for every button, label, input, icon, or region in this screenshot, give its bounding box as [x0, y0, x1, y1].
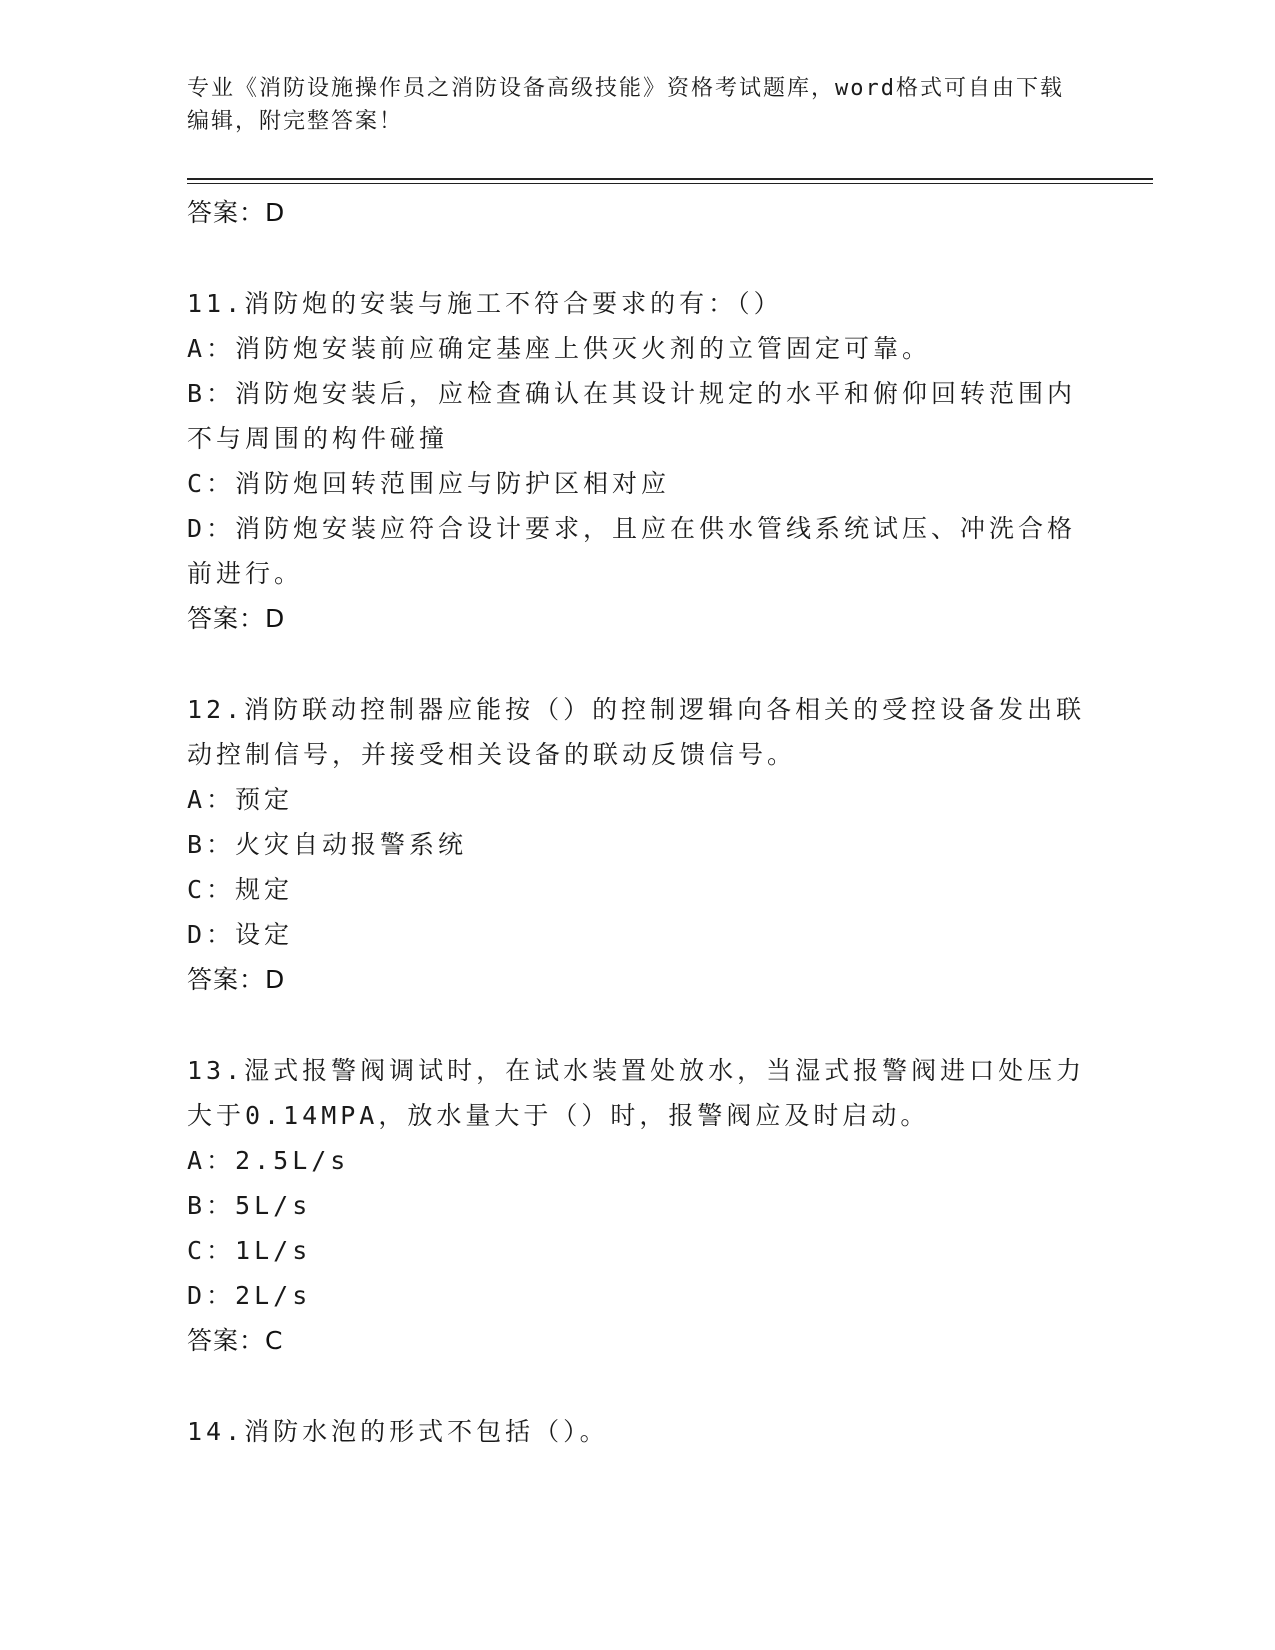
question-11: [187, 281, 1087, 641]
header-divider-thin: [187, 183, 1153, 184]
question-14: [187, 1409, 1087, 1454]
option-c: C：1L/s: [187, 1236, 312, 1265]
document-body: [187, 190, 1087, 1454]
answer-line: 答案：C: [187, 1326, 284, 1355]
option-b: B：火灾自动报警系统: [187, 830, 468, 859]
question-stem: 13.湿式报警阀调试时，在试水装置处放水，当湿式报警阀进口处压力大于0.14MPA，放水量大于（）时，报警阀应及时启动。: [187, 1056, 1086, 1130]
option-a: A：预定: [187, 785, 294, 814]
option-c: C：规定: [187, 875, 294, 904]
option-d: D：设定: [187, 920, 294, 949]
option-d: D：2L/s: [187, 1281, 312, 1310]
answer-line: 答案：D: [187, 965, 286, 994]
question-stem: 12.消防联动控制器应能按（）的控制逻辑向各相关的受控设备发出联动控制信号，并接受相关设备的联动反馈信号。: [187, 695, 1086, 769]
answer-line: 答案：D: [187, 604, 286, 633]
answer-line: 答案：D: [187, 198, 286, 227]
question-12: [187, 687, 1087, 1002]
question-stem: 11.消防炮的安装与施工不符合要求的有：（）: [187, 289, 783, 318]
option-a: A：2.5L/s: [187, 1146, 350, 1175]
option-a: A：消防炮安装前应确定基座上供灭火剂的立管固定可靠。: [187, 334, 932, 363]
option-b: B：消防炮安装后，应检查确认在其设计规定的水平和俯仰回转范围内不与周围的构件碰撞: [187, 379, 1077, 453]
document-header: 专业《消防设施操作员之消防设备高级技能》资格考试题库，word格式可自由下载编辑，附完整答案！: [187, 76, 1064, 134]
option-d: D：消防炮安装应符合设计要求，且应在供水管线系统试压、冲洗合格前进行。: [187, 514, 1077, 588]
header-divider-thick: [187, 178, 1153, 180]
question-13: [187, 1048, 1087, 1363]
option-b: B：5L/s: [187, 1191, 312, 1220]
question-stem: 14.消防水泡的形式不包括（）。: [187, 1417, 609, 1446]
option-c: C：消防炮回转范围应与防护区相对应: [187, 469, 671, 498]
